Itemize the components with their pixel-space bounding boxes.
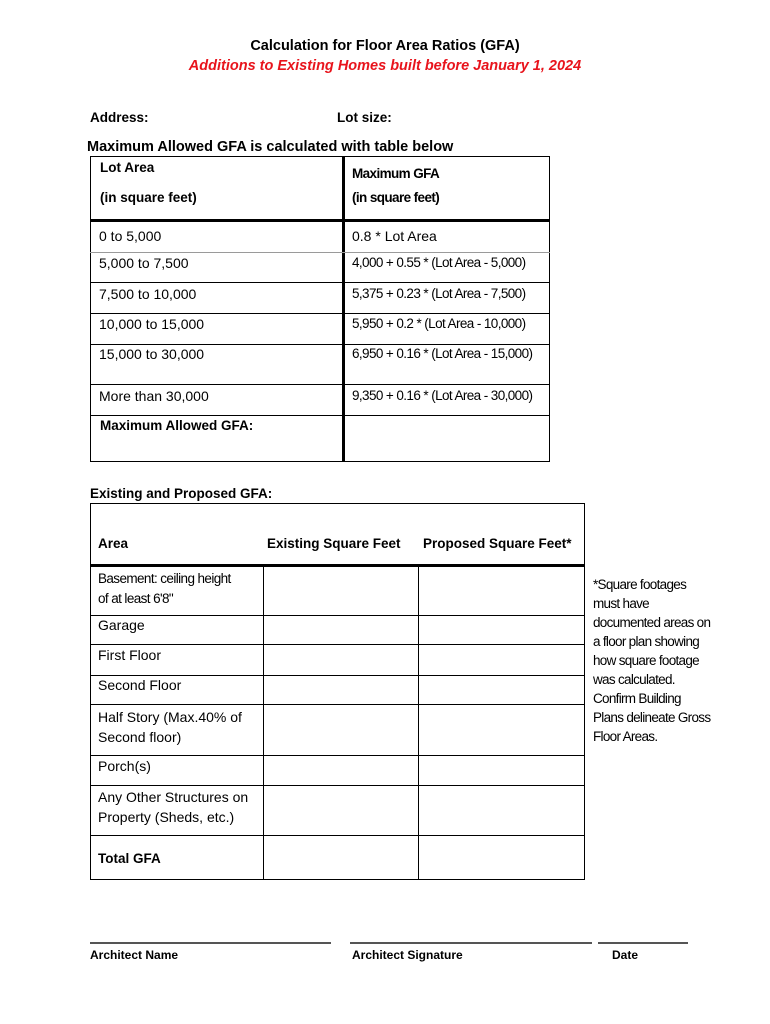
area-row-line: Any Other Structures on [98, 789, 249, 805]
max-gfa-header: Maximum GFA [352, 166, 440, 181]
proposed-sqft-input[interactable] [420, 646, 583, 674]
total-existing-input[interactable] [265, 837, 416, 878]
lot-area-cell: 10,000 to 15,000 [99, 316, 205, 332]
existing-proposed-heading: Existing and Proposed GFA: [90, 486, 273, 501]
existing-sqft-input[interactable] [265, 757, 416, 784]
lot-area-cell: 0 to 5,000 [99, 228, 162, 244]
note-line: documented areas on [593, 615, 711, 630]
existing-sqft-input[interactable] [265, 646, 416, 674]
max-gfa-cell: 9,350 + 0.16 * (Lot Area - 30,000) [352, 388, 533, 403]
area-row-line: Basement: ceiling height [98, 571, 231, 586]
lot-area-subheader: (in square feet) [100, 190, 197, 205]
note-line: must have [593, 596, 649, 611]
area-column-header: Area [98, 536, 129, 551]
proposed-sqft-column-header: Proposed Square Feet* [423, 536, 572, 551]
total-proposed-input[interactable] [420, 837, 583, 878]
square-footage-note [593, 575, 733, 746]
lot-size-label: Lot size: [337, 110, 392, 125]
existing-sqft-input[interactable] [265, 617, 416, 643]
note-line: Floor Areas. [593, 729, 658, 744]
area-row-second-floor: Second Floor [98, 677, 182, 693]
area-row-half-story [98, 707, 242, 747]
lot-area-cell: 7,500 to 10,000 [99, 286, 197, 302]
address-label: Address: [90, 110, 149, 125]
proposed-sqft-input[interactable] [420, 677, 583, 703]
max-allowed-gfa-input[interactable] [347, 418, 547, 458]
existing-sqft-input[interactable] [265, 706, 416, 754]
area-row-garage: Garage [98, 617, 145, 633]
architect-signature-label: Architect Signature [352, 948, 463, 962]
proposed-sqft-input[interactable] [420, 787, 583, 834]
max-gfa-cell: 6,950 + 0.16 * (Lot Area - 15,000) [352, 346, 533, 361]
date-line[interactable] [598, 942, 688, 944]
area-row-line: of at least 6'8" [98, 591, 174, 606]
page-subtitle: Additions to Existing Homes built before January 1, 2024 [188, 58, 582, 74]
page-title: Calculation for Floor Area Ratios (GFA) [250, 38, 520, 54]
existing-sqft-input[interactable] [265, 677, 416, 703]
max-gfa-cell: 5,375 + 0.23 * (Lot Area - 7,500) [352, 286, 526, 301]
proposed-sqft-input[interactable] [420, 617, 583, 643]
max-gfa-cell: 4,000 + 0.55 * (Lot Area - 5,000) [352, 255, 526, 270]
area-row-porch: Porch(s) [98, 758, 151, 774]
lot-area-header: Lot Area [100, 160, 155, 175]
existing-sqft-input[interactable] [265, 787, 416, 834]
proposed-sqft-input[interactable] [420, 568, 583, 614]
lot-area-cell: 15,000 to 30,000 [99, 346, 205, 362]
max-gfa-heading: Maximum Allowed GFA is calculated with table below [87, 139, 454, 155]
note-line: Plans delineate Gross [593, 710, 711, 725]
architect-signature-line[interactable] [350, 942, 592, 944]
max-allowed-gfa-label: Maximum Allowed GFA: [100, 418, 254, 433]
area-row-line: Second floor) [98, 729, 182, 745]
date-label: Date [612, 948, 639, 962]
proposed-sqft-input[interactable] [420, 757, 583, 784]
max-gfa-subheader: (in square feet) [352, 190, 440, 205]
note-line: a floor plan showing [593, 634, 700, 649]
note-line: how square footage [593, 653, 699, 668]
area-row-basement [98, 569, 231, 609]
note-line: Confirm Building [593, 691, 681, 706]
area-row-line: Half Story (Max.40% of [98, 709, 242, 725]
proposed-sqft-input[interactable] [420, 706, 583, 754]
existing-sqft-column-header: Existing Square Feet [267, 536, 401, 551]
total-gfa-label: Total GFA [98, 851, 161, 866]
architect-name-line[interactable] [90, 942, 331, 944]
area-row-other-structures [98, 787, 248, 827]
lot-area-cell: More than 30,000 [99, 388, 209, 404]
note-line: was calculated. [593, 672, 675, 687]
lot-area-cell: 5,000 to 7,500 [99, 255, 189, 271]
max-gfa-cell: 0.8 * Lot Area [352, 228, 437, 244]
max-gfa-cell: 5,950 + 0.2 * (Lot Area - 10,000) [352, 316, 526, 331]
area-row-line: Property (Sheds, etc.) [98, 809, 235, 825]
area-row-first-floor: First Floor [98, 647, 161, 663]
note-line: *Square footages [593, 577, 687, 592]
existing-sqft-input[interactable] [265, 568, 416, 614]
architect-name-label: Architect Name [90, 948, 179, 962]
